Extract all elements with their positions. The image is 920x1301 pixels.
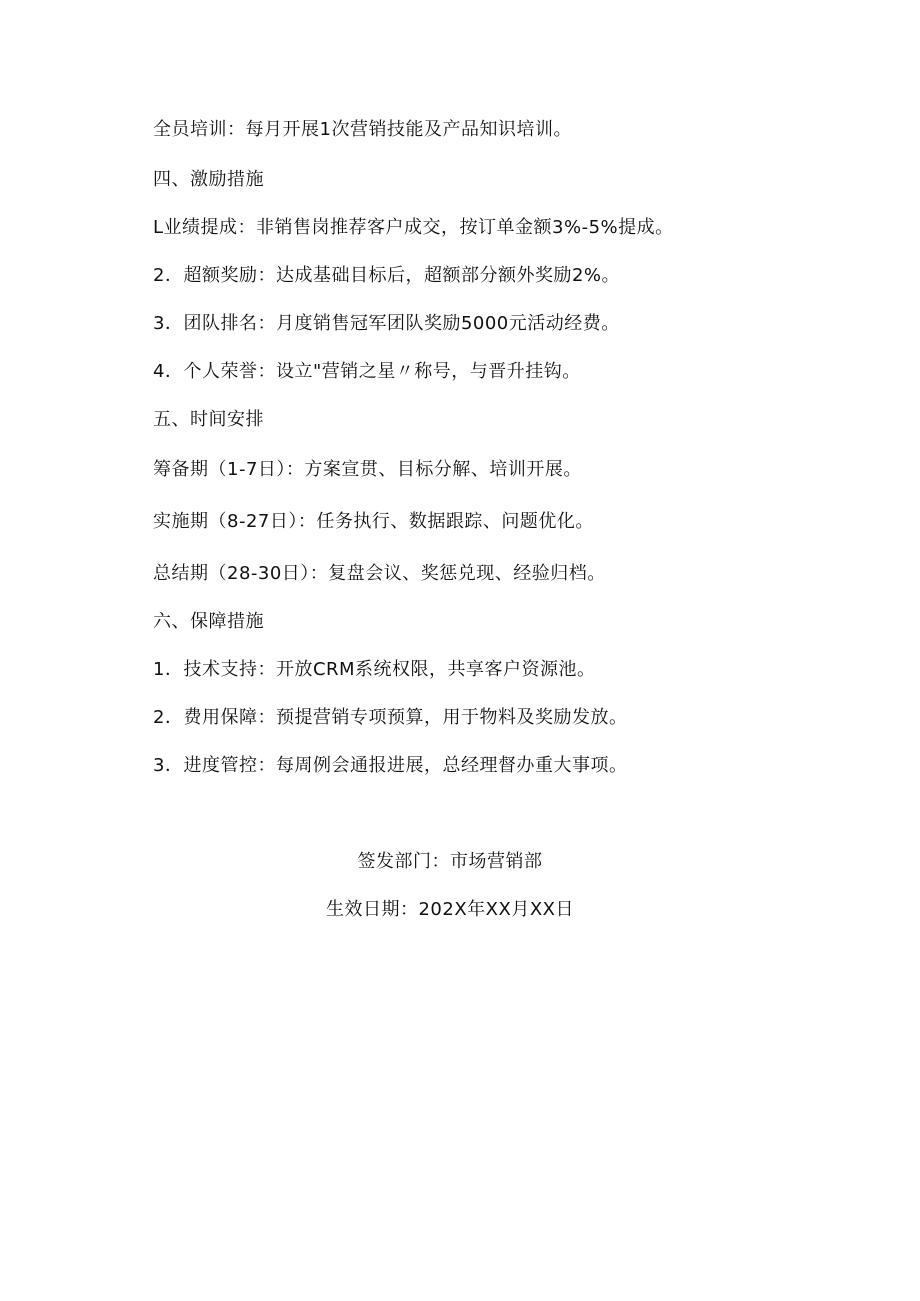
incentive-item-commission: L业绩提成：非销售岗推荐客户成交，按订单金额3%-5%提成。 [153,217,674,238]
effective-date: 生效日期：202X年XX月XX日 [325,899,574,920]
incentive-item-team-ranking: 3．团队排名：月度销售冠军团队奖励5000元活动经费。 [153,313,620,334]
safeguard-item-progress: 3．进度管控：每周例会通报进展，总经理督办重大事项。 [153,755,628,776]
safeguard-item-budget: 2．费用保障：预提营销专项预算，用于物料及奖励发放。 [153,707,628,728]
section-heading-incentives: 四、激励措施 [153,169,264,190]
incentive-item-bonus: 2．超额奖励：达成基础目标后，超额部分额外奖励2%。 [153,265,621,286]
section-heading-safeguards: 六、保障措施 [153,611,264,632]
training-line: 全员培训：每月开展1次营销技能及产品知识培训。 [153,119,572,140]
incentive-item-personal-honor: 4．个人荣誉：设立"营销之星〃称号，与晋升挂钩。 [153,361,581,382]
section-heading-schedule: 五、时间安排 [153,409,264,430]
schedule-item-preparation: 筹备期（1-7日）：方案宣贯、目标分解、培训开展。 [153,459,582,480]
issuing-department: 签发部门：市场营销部 [357,851,543,872]
safeguard-item-technical: 1．技术支持：开放CRM系统权限，共享客户资源池。 [153,659,596,680]
schedule-item-summary: 总结期（28-30日）：复盘会议、奖惩兑现、经验归档。 [153,563,606,584]
schedule-item-implementation: 实施期（8-27日）：任务执行、数据跟踪、问题优化。 [153,511,594,532]
